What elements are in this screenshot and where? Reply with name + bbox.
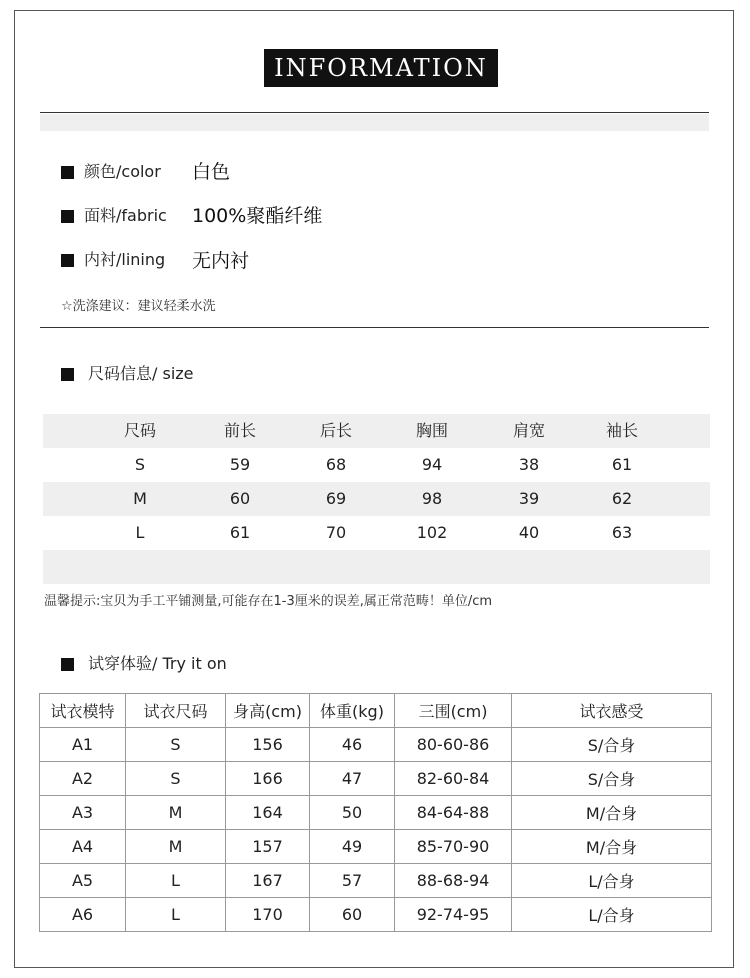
- table-cell: A2: [40, 762, 126, 796]
- header-cell: 试衣尺码: [126, 694, 226, 728]
- table-row: [43, 482, 710, 516]
- table-row: [40, 830, 712, 864]
- table-cell: 80-60-86: [395, 728, 512, 762]
- header-cell: 试衣模特: [40, 694, 126, 728]
- table-cell: 59: [229, 455, 251, 474]
- table-cell: 164: [226, 796, 310, 830]
- table-cell: 61: [611, 455, 633, 474]
- divider: [40, 112, 709, 113]
- table-cell: 102: [416, 523, 448, 542]
- table-row: [40, 898, 712, 932]
- header-cell: 体重(kg): [310, 694, 395, 728]
- table-cell: A4: [40, 830, 126, 864]
- color-value: 白色: [192, 161, 231, 183]
- header-cell: 袖长: [605, 421, 638, 440]
- table-cell: M: [133, 489, 147, 508]
- square-bullet-icon: [61, 166, 74, 179]
- table-cell: A3: [40, 796, 126, 830]
- fabric-label: 面料/fabric: [84, 206, 167, 225]
- table-cell: 156: [226, 728, 310, 762]
- table-cell: 40: [518, 523, 540, 542]
- header-cell: 后长: [319, 421, 352, 440]
- table-cell: M: [126, 796, 226, 830]
- table-cell: L: [126, 864, 226, 898]
- table-cell: 49: [310, 830, 395, 864]
- square-bullet-icon: [61, 368, 74, 381]
- table-cell: 47: [310, 762, 395, 796]
- table-cell: 88-68-94: [395, 864, 512, 898]
- try-table-header: [40, 694, 712, 728]
- table-cell: S: [126, 762, 226, 796]
- try-on-table: [39, 693, 712, 932]
- size-section-title: 尺码信息/ size: [88, 364, 194, 383]
- header-cell: 身高(cm): [226, 694, 310, 728]
- table-cell: M: [126, 830, 226, 864]
- size-table-header: [43, 414, 710, 448]
- table-cell: L/合身: [512, 898, 712, 932]
- table-cell: L: [135, 523, 145, 542]
- table-cell: 38: [518, 455, 540, 474]
- table-cell: A5: [40, 864, 126, 898]
- table-cell: 167: [226, 864, 310, 898]
- table-cell: 70: [325, 523, 347, 542]
- table-cell: 98: [421, 489, 443, 508]
- table-cell: 69: [325, 489, 347, 508]
- header-cell: 三围(cm): [395, 694, 512, 728]
- table-cell: L: [126, 898, 226, 932]
- square-bullet-icon: [61, 254, 74, 267]
- table-cell: A6: [40, 898, 126, 932]
- wash-note: ☆洗涤建议：建议轻柔水洗: [61, 299, 216, 314]
- table-cell: 50: [310, 796, 395, 830]
- lining-value: 无内衬: [192, 250, 250, 272]
- square-bullet-icon: [61, 210, 74, 223]
- fabric-value: 100%聚酯纤维: [192, 205, 323, 227]
- table-row: [40, 796, 712, 830]
- table-cell: M/合身: [512, 796, 712, 830]
- table-cell: S/合身: [512, 762, 712, 796]
- table-row: [40, 728, 712, 762]
- table-cell: 85-70-90: [395, 830, 512, 864]
- table-cell: S/合身: [512, 728, 712, 762]
- table-cell: S: [134, 455, 146, 474]
- table-cell: 62: [611, 489, 633, 508]
- table-cell: 60: [310, 898, 395, 932]
- table-row: [40, 762, 712, 796]
- section-title-information: INFORMATION: [264, 49, 498, 87]
- divider: [40, 327, 709, 328]
- header-cell: 胸围: [415, 421, 448, 440]
- table-row: [43, 448, 710, 482]
- table-cell: 84-64-88: [395, 796, 512, 830]
- table-cell: 61: [229, 523, 251, 542]
- table-cell: 63: [611, 523, 633, 542]
- table-row: [43, 516, 710, 550]
- table-cell: 166: [226, 762, 310, 796]
- table-cell: S: [126, 728, 226, 762]
- table-cell: L/合身: [512, 864, 712, 898]
- square-bullet-icon: [61, 658, 74, 671]
- table-empty-row: [43, 550, 710, 584]
- table-cell: 60: [229, 489, 251, 508]
- table-cell: 57: [310, 864, 395, 898]
- table-cell: 157: [226, 830, 310, 864]
- table-cell: 94: [421, 455, 443, 474]
- gray-band: [40, 114, 709, 131]
- table-cell: M/合身: [512, 830, 712, 864]
- table-row: [40, 864, 712, 898]
- header-cell: 尺码: [123, 421, 156, 440]
- lining-label: 内衬/lining: [84, 250, 166, 269]
- table-cell: 170: [226, 898, 310, 932]
- header-cell: 肩宽: [512, 421, 545, 440]
- try-section-title: 试穿体验/ Try it on: [88, 654, 227, 673]
- table-cell: 68: [325, 455, 347, 474]
- size-note: 温馨提示:宝贝为手工平铺测量,可能存在1-3厘米的误差,属正常范畴！单位/cm: [44, 594, 493, 609]
- color-label: 颜色/color: [84, 162, 161, 181]
- table-cell: A1: [40, 728, 126, 762]
- table-cell: 82-60-84: [395, 762, 512, 796]
- table-cell: 39: [518, 489, 540, 508]
- header-cell: 前长: [223, 421, 256, 440]
- table-cell: 46: [310, 728, 395, 762]
- table-cell: 92-74-95: [395, 898, 512, 932]
- header-cell: 试衣感受: [512, 694, 712, 728]
